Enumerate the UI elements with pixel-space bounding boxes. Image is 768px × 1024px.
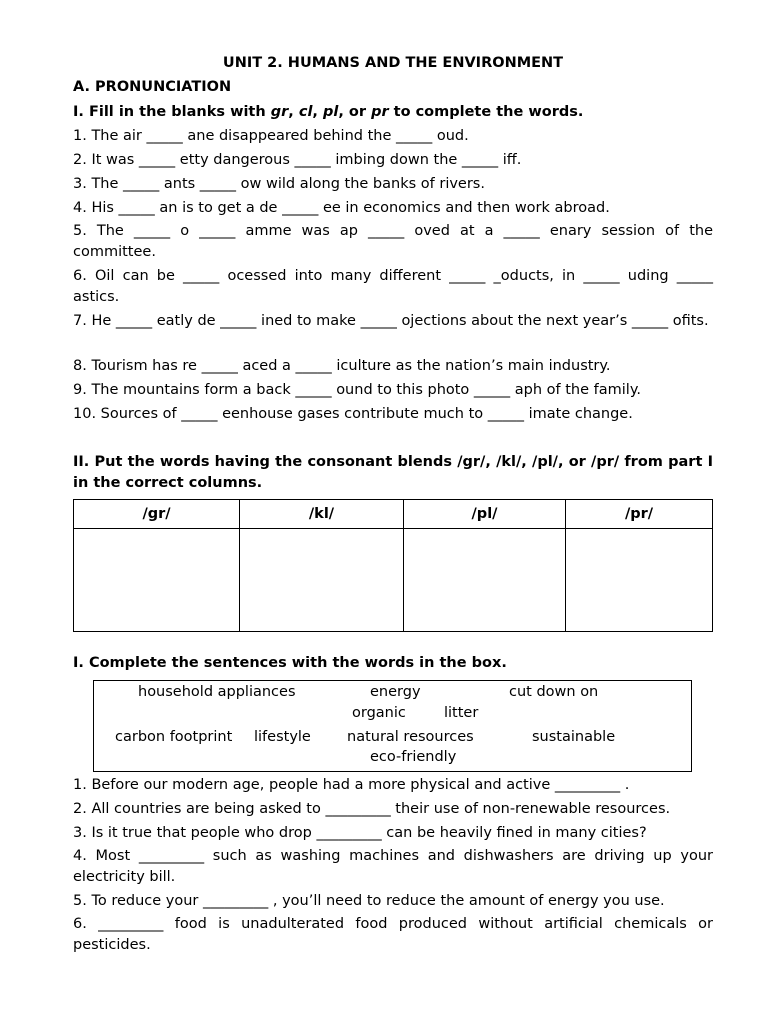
answer-cell-pr[interactable] <box>566 529 713 632</box>
word-cut-down-on: cut down on <box>509 684 599 700</box>
word-household-appliances: household appliances <box>138 684 296 700</box>
column-header-pl: /pl/ <box>404 500 566 529</box>
word-energy: energy <box>370 684 421 700</box>
part1-item: 6. Oil can be _____ ocessed into many different _____ _oducts, in _____ uding _____ astics. <box>73 268 713 305</box>
word-organic: organic <box>352 705 406 721</box>
word-natural-resources: natural resources <box>347 729 474 745</box>
part1-item: 9. The mountains form a back _____ ound to this photo _____ aph of the family. <box>73 382 641 398</box>
section-b-item: 4. Most _________ such as washing machines and dishwashers are driving up your electricity bill. <box>73 848 713 885</box>
section-b-item: 2. All countries are being asked to _________ their use of non-renewable resources. <box>73 801 671 817</box>
part1-item: 7. He _____ eatly de _____ ined to make _____ ojections about the next year’s _____ ofits. <box>73 313 709 329</box>
section-a-heading: A. PRONUNCIATION <box>73 79 232 95</box>
section-b-item: 5. To reduce your _________ , you’ll need to reduce the amount of energy you use. <box>73 893 665 909</box>
word-sustainable: sustainable <box>532 729 616 745</box>
part1-item: 8. Tourism has re _____ aced a _____ iculture as the nation’s main industry. <box>73 358 611 374</box>
answer-cell-pl[interactable] <box>404 529 566 632</box>
part1-item: 1. The air _____ ane disappeared behind the _____ oud. <box>73 128 469 144</box>
answer-cell-kl[interactable] <box>240 529 404 632</box>
page-title: UNIT 2. HUMANS AND THE ENVIRONMENT <box>222 55 564 71</box>
part1-item: 10. Sources of _____ eenhouse gases contribute much to _____ imate change. <box>73 406 633 422</box>
part2-instruction: II. Put the words having the consonant blends /gr/, /kl/, /pl/, or /pr/ from part I in the correct columns. <box>73 454 713 491</box>
answer-cell-gr[interactable] <box>74 529 240 632</box>
word-lifestyle: lifestyle <box>254 729 311 745</box>
section-b-instruction: I. Complete the sentences with the words in the box. <box>73 655 507 671</box>
column-header-pr: /pr/ <box>566 500 713 529</box>
section-b-item: 6. _________ food is unadulterated food produced without artificial chemicals or pesticides. <box>73 916 713 953</box>
part1-instruction: I. Fill in the blanks with gr, cl, pl, or pr to complete the words. <box>73 104 584 120</box>
column-header-gr: /gr/ <box>74 500 240 529</box>
part1-item: 4. His _____ an is to get a de _____ ee in economics and then work abroad. <box>73 200 610 216</box>
section-b-item: 3. Is it true that people who drop _________ can be heavily fined in many cities? <box>73 825 647 841</box>
section-b-item: 1. Before our modern age, people had a more physical and active _________ . <box>73 777 630 793</box>
part1-item: 3. The _____ ants _____ ow wild along the banks of rivers. <box>73 176 485 192</box>
consonant-blend-table <box>73 499 713 632</box>
word-litter: litter <box>444 705 479 721</box>
column-header-kl: /kl/ <box>240 500 404 529</box>
word-carbon-footprint: carbon footprint <box>115 729 233 745</box>
word-eco-friendly: eco-friendly <box>370 749 457 765</box>
word-box <box>93 680 692 772</box>
part1-item: 2. It was _____ etty dangerous _____ imbing down the _____ iff. <box>73 152 522 168</box>
part1-item: 5. The _____ o _____ amme was ap _____ oved at a _____ enary session of the committee. <box>73 223 713 260</box>
